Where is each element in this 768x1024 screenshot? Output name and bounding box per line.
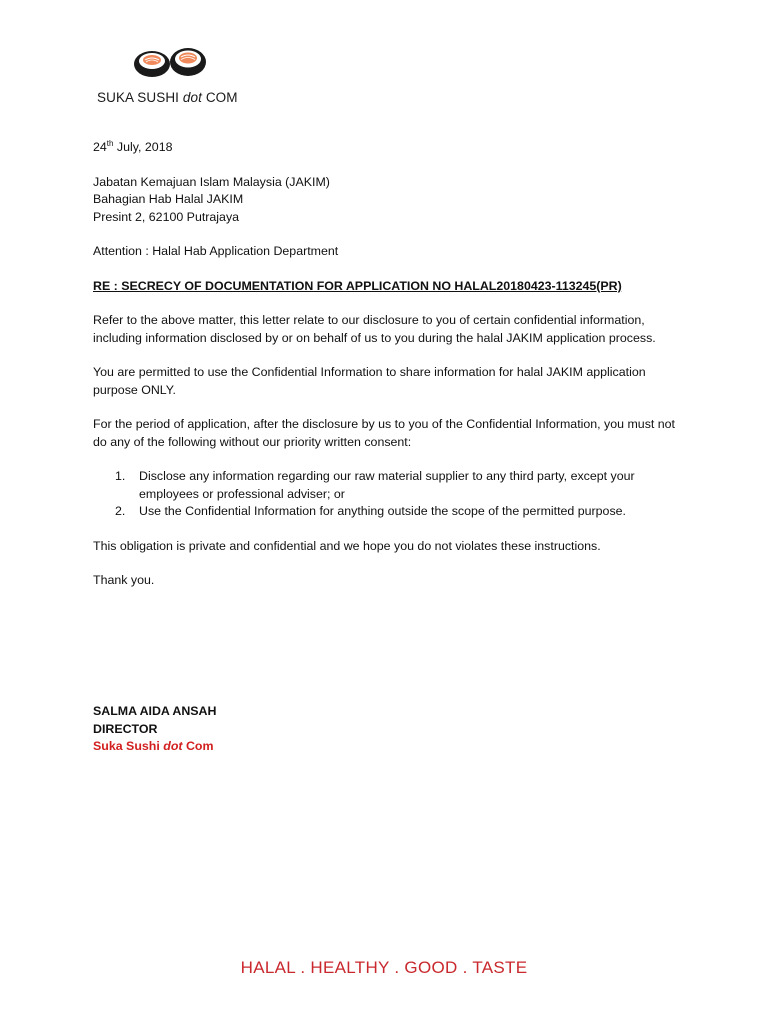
subject-line: RE : SECRECY OF DOCUMENTATION FOR APPLICATION NO HALAL20180423-113245(PR) xyxy=(93,278,622,293)
body-paragraph-1: Refer to the above matter, this letter relate to our disclosure to you of certain confidential information, including information disclosed by or on behalf of us to you during the halal JAKIM application process. xyxy=(93,313,656,345)
signer-name: SALMA AIDA ANSAH xyxy=(93,704,217,718)
body-paragraph-4: This obligation is private and confidential and we hope you do not violates these instructions. xyxy=(93,538,601,553)
body-paragraph-3: For the period of application, after the disclosure by us to you of the Confidential Information, you must not do any of the following without our priority written consent: xyxy=(93,417,675,449)
closing-line: Thank you. xyxy=(93,573,155,587)
letter-body xyxy=(93,139,683,590)
recipient-line: Presint 2, 62100 Putrajaya xyxy=(93,209,240,224)
recipient-address xyxy=(93,174,683,227)
recipient-line: Bahagian Hab Halal JAKIM xyxy=(93,192,244,206)
body-paragraph-2: You are permitted to use the Confidential Information to share information for halal JAKIM application purpose ONLY. xyxy=(93,365,646,397)
attention-line: Attention : Halal Hab Application Department xyxy=(93,244,339,258)
list-item: 2. Use the Confidential Information for anything outside the scope of the permitted purpose. xyxy=(115,504,626,518)
recipient-line: Jabatan Kemajuan Islam Malaysia (JAKIM) xyxy=(93,174,330,189)
logo-wordmark: SUKA SUSHI dot COM xyxy=(97,90,238,105)
signature-block xyxy=(93,703,216,756)
company-logo xyxy=(96,46,276,110)
footer-slogan: HALAL . HEALTHY . GOOD . TASTE xyxy=(240,958,528,977)
signer-company: Suka Sushi dot Com xyxy=(93,739,214,753)
sushi-rolls-icon xyxy=(132,46,208,82)
letter-date: 24th July, 2018 xyxy=(93,139,173,154)
signer-title: DIRECTOR xyxy=(93,721,158,736)
restrictions-list xyxy=(93,468,683,521)
list-item: 1. Disclose any information regarding our raw material supplier to any third party, except your employees or professional adviser; or xyxy=(115,469,635,501)
